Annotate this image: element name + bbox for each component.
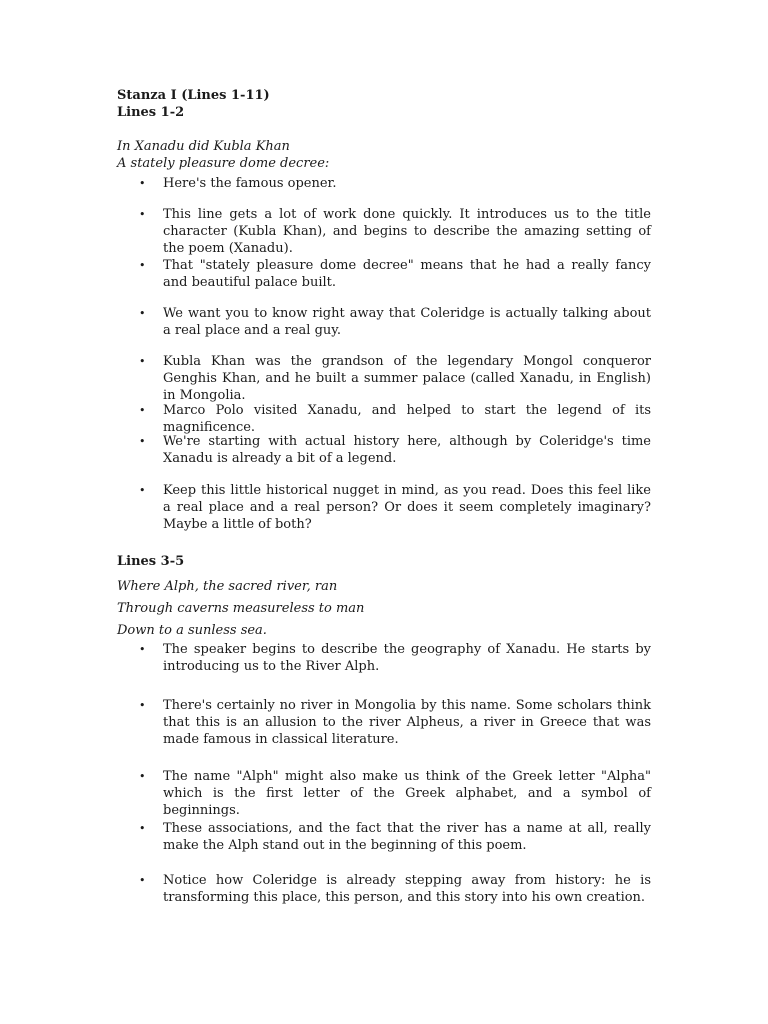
list-item-text: We're starting with actual history here, although by Coleridge's time Xanadu is already a bit of a legend. — [163, 434, 651, 466]
list-item-text: Notice how Coleridge is already stepping away from history: he is transforming this place, this person, and this story into his own creation. — [163, 873, 651, 905]
bullet-icon: • — [139, 699, 146, 712]
bullet-icon: • — [139, 484, 146, 497]
list-item-text: Marco Polo visited Xanadu, and helped to start the legend of its magnificence. — [163, 403, 651, 435]
list-item-text: We want you to know right away that Coleridge is actually talking about a real place and a real guy. — [163, 306, 651, 338]
bullet-icon: • — [139, 208, 146, 221]
bullet-icon: • — [139, 874, 146, 887]
bullet-icon: • — [139, 259, 146, 272]
section-heading: Lines 3-5 — [117, 554, 185, 569]
bullet-icon: • — [139, 404, 146, 417]
bullet-icon: • — [139, 177, 146, 190]
list-item-text: The name "Alph" might also make us think of the Greek letter "Alpha" which is the first letter of the Greek alphabet, and a symbol of beginnings. — [163, 769, 651, 818]
bullet-icon: • — [139, 822, 146, 835]
verse-line: In Xanadu did Kubla Khan — [117, 139, 290, 154]
list-item-text: These associations, and the fact that the river has a name at all, really make the Alph stand out in the beginning of this poem. — [163, 821, 651, 853]
list-item-text: Kubla Khan was the grandson of the legendary Mongol conqueror Genghis Khan, and he built a summer palace (called Xanadu, in English) in Mongolia. — [163, 354, 651, 403]
list-item-text: The speaker begins to describe the geography of Xanadu. He starts by introducing us to the River Alph. — [163, 642, 651, 674]
list-item-text: This line gets a lot of work done quickly. It introduces us to the title character (Kubla Khan), and begins to describe the amazing setting of the poem (Xanadu). — [163, 207, 651, 256]
list-item-text: Keep this little historical nugget in mind, as you read. Does this feel like a real place and a real person? Or does it seem completely imaginary? Maybe a little of both? — [163, 483, 651, 532]
bullet-icon: • — [139, 307, 146, 320]
bullet-icon: • — [139, 355, 146, 368]
list-item-text: That "stately pleasure dome decree" means that he had a really fancy and beautiful palace built. — [163, 258, 651, 290]
verse-line: Where Alph, the sacred river, ran — [117, 579, 338, 594]
stanza-title: Stanza I (Lines 1-11) — [117, 88, 270, 103]
bullet-icon: • — [139, 643, 146, 656]
list-item-text: Here's the famous opener. — [163, 176, 337, 191]
list-item-text: There's certainly no river in Mongolia by this name. Some scholars think that this is an allusion to the river Alpheus, a river in Greece that was made famous in classical literature. — [163, 698, 651, 747]
section-heading: Lines 1-2 — [117, 105, 185, 120]
verse-line: Through caverns measureless to man — [117, 601, 365, 616]
verse-line: A stately pleasure dome decree: — [117, 156, 330, 171]
verse-line: Down to a sunless sea. — [117, 623, 267, 638]
bullet-icon: • — [139, 435, 146, 448]
bullet-icon: • — [139, 770, 146, 783]
